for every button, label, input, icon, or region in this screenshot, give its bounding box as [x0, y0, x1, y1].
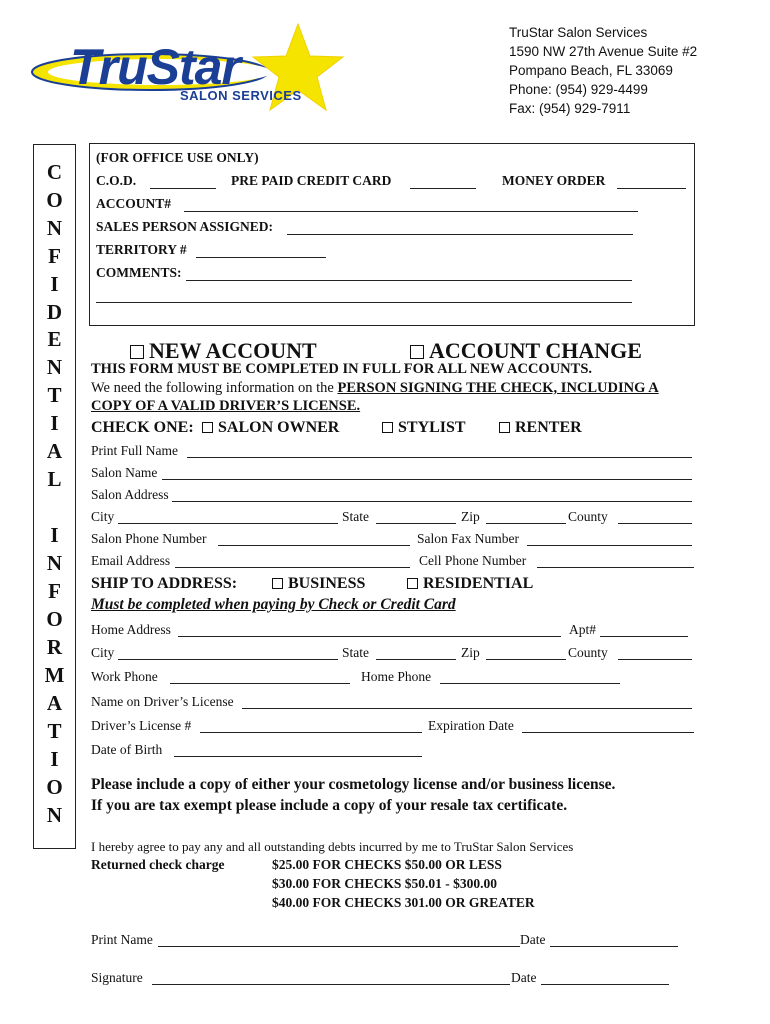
sales-person-label: SALES PERSON ASSIGNED:: [96, 219, 274, 234]
sidebar-letter: R: [46, 635, 63, 659]
salon-address-label: Salon Address: [91, 487, 169, 502]
sidebar-letter: T: [47, 383, 62, 407]
ship-business-label: BUSINESS: [288, 575, 366, 592]
confidential-sidebar: [33, 144, 76, 849]
license-number-label: Driver’s License #: [91, 718, 192, 733]
sidebar-letter: O: [46, 607, 63, 631]
ship-to-label: SHIP TO ADDRESS:: [91, 575, 238, 592]
expiration-label: Expiration Date: [428, 718, 514, 733]
sidebar-letter: D: [46, 300, 63, 324]
print-name-line[interactable]: [158, 946, 520, 947]
charge-line-1: $25.00 FOR CHECKS $50.00 OR LESS: [272, 857, 502, 872]
home-address-label: Home Address: [91, 622, 171, 637]
company-name: TruStar Salon Services: [509, 25, 648, 40]
office-use-box: [89, 143, 695, 326]
comments-line-2[interactable]: [96, 302, 632, 303]
renter-label: RENTER: [515, 419, 582, 436]
sales-person-line[interactable]: [287, 234, 633, 235]
salon-phone-label: Salon Phone Number: [91, 531, 207, 546]
email-label: Email Address: [91, 553, 171, 568]
expiration-line[interactable]: [522, 732, 694, 733]
salon-county-line[interactable]: [618, 523, 692, 524]
home-phone-label: Home Phone: [361, 669, 432, 684]
salon-owner-checkbox[interactable]: [202, 422, 213, 433]
home-address-line[interactable]: [178, 636, 561, 637]
signature-date-line[interactable]: [541, 984, 669, 985]
ship-business-option[interactable]: [272, 575, 365, 593]
notice-line-2-underlined: PERSON SIGNING THE CHECK, INCLUDING A: [337, 380, 659, 396]
salon-county-label: County: [568, 509, 608, 524]
signature-date-label: Date: [511, 970, 537, 985]
account-line[interactable]: [184, 211, 638, 212]
signature-label: Signature: [91, 970, 143, 985]
new-account-checkbox[interactable]: [130, 345, 144, 359]
license-number-line[interactable]: [200, 732, 422, 733]
stylist-option[interactable]: [382, 419, 466, 437]
print-name-label: Print Name: [91, 932, 153, 947]
salon-owner-label: SALON OWNER: [218, 419, 340, 436]
sidebar-letter: N: [46, 551, 63, 575]
renter-checkbox[interactable]: [499, 422, 510, 433]
signature-line[interactable]: [152, 984, 510, 985]
home-city-label: City: [91, 645, 115, 660]
cod-label: C.O.D.: [96, 173, 137, 188]
home-county-line[interactable]: [618, 659, 692, 660]
salon-zip-label: Zip: [461, 509, 480, 524]
sidebar-letter: M: [44, 663, 65, 687]
account-change-label: ACCOUNT CHANGE: [429, 338, 642, 363]
comments-line-1[interactable]: [186, 280, 632, 281]
sidebar-letter: A: [46, 439, 63, 463]
sidebar-letter: I: [50, 747, 59, 771]
salon-phone-line[interactable]: [218, 545, 410, 546]
stylist-checkbox[interactable]: [382, 422, 393, 433]
salon-zip-line[interactable]: [486, 523, 566, 524]
license-note-line-2: If you are tax exempt please include a copy of your resale tax certificate.: [91, 797, 568, 814]
check-one-label: CHECK ONE:: [91, 419, 194, 436]
name-on-license-label: Name on Driver’s License: [91, 694, 234, 709]
sidebar-letter: F: [48, 244, 61, 268]
license-note-line-1: Please include a copy of either your cosmetology license and/or business license.: [91, 776, 616, 793]
company-city: Pompano Beach, FL 33069: [509, 63, 673, 78]
returned-check-label: Returned check charge: [91, 857, 225, 872]
cell-phone-line[interactable]: [537, 567, 694, 568]
company-fax: Fax: (954) 929-7911: [509, 101, 631, 116]
account-change-checkbox[interactable]: [410, 345, 424, 359]
salon-address-line[interactable]: [172, 501, 692, 502]
print-full-name-line[interactable]: [187, 457, 692, 458]
salon-name-line[interactable]: [162, 479, 692, 480]
account-label: ACCOUNT#: [96, 196, 172, 211]
print-full-name-label: Print Full Name: [91, 443, 178, 458]
sidebar-letter: O: [46, 775, 63, 799]
logo-subtitle: SALON SERVICES: [180, 88, 302, 103]
sidebar-letter: L: [47, 467, 62, 491]
sidebar-letter: E: [47, 327, 62, 351]
ship-business-checkbox[interactable]: [272, 578, 283, 589]
sidebar-letter: I: [50, 411, 59, 435]
work-phone-line[interactable]: [170, 683, 350, 684]
prepaid-label: PRE PAID CREDIT CARD: [231, 173, 392, 188]
territory-label: TERRITORY #: [96, 242, 187, 257]
territory-line[interactable]: [196, 257, 326, 258]
name-on-license-line[interactable]: [242, 708, 692, 709]
charge-line-2: $30.00 FOR CHECKS $50.01 - $300.00: [272, 876, 498, 891]
ship-note: Must be completed when paying by Check or Credit Card: [91, 596, 456, 613]
home-zip-label: Zip: [461, 645, 480, 660]
office-header: (FOR OFFICE USE ONLY): [96, 150, 259, 165]
company-phone: Phone: (954) 929-4499: [509, 82, 648, 97]
money-order-line[interactable]: [617, 188, 686, 189]
print-date-label: Date: [520, 932, 546, 947]
home-state-label: State: [342, 645, 369, 660]
sidebar-letter: N: [46, 216, 63, 240]
agreement-text: I hereby agree to pay any and all outstanding debts incurred by me to TruStar Salon Services: [91, 839, 574, 854]
sidebar-letter: I: [50, 272, 59, 296]
dob-label: Date of Birth: [91, 742, 163, 757]
sidebar-letter: T: [47, 719, 62, 743]
sidebar-letter: N: [46, 355, 63, 379]
charge-line-3: $40.00 FOR CHECKS 301.00 OR GREATER: [272, 895, 535, 910]
salon-state-line[interactable]: [376, 523, 456, 524]
notice-line-2-prefix: We need the following information on the: [91, 380, 338, 396]
home-county-label: County: [568, 645, 608, 660]
home-phone-line[interactable]: [440, 683, 620, 684]
ship-residential-label: RESIDENTIAL: [423, 575, 534, 592]
comments-label: COMMENTS:: [96, 265, 182, 280]
salon-fax-line[interactable]: [527, 545, 692, 546]
sidebar-letter: F: [48, 579, 61, 603]
home-city-line[interactable]: [118, 659, 338, 660]
apt-line[interactable]: [600, 636, 688, 637]
dob-line[interactable]: [174, 756, 422, 757]
notice-line-2: [91, 380, 659, 397]
salon-name-label: Salon Name: [91, 465, 158, 480]
salon-city-line[interactable]: [118, 523, 338, 524]
sidebar-letter: C: [46, 160, 63, 184]
company-address: [509, 23, 697, 118]
ship-residential-checkbox[interactable]: [407, 578, 418, 589]
salon-city-label: City: [91, 509, 115, 524]
sidebar-letter: I: [50, 523, 59, 547]
home-state-line[interactable]: [376, 659, 456, 660]
cell-phone-label: Cell Phone Number: [419, 553, 527, 568]
new-account-label: NEW ACCOUNT: [149, 338, 317, 363]
apt-label: Apt#: [569, 622, 596, 637]
salon-fax-label: Salon Fax Number: [417, 531, 519, 546]
renter-option[interactable]: [499, 419, 582, 437]
notice-line-1: THIS FORM MUST BE COMPLETED IN FULL FOR ALL NEW ACCOUNTS.: [91, 361, 593, 377]
work-phone-label: Work Phone: [91, 669, 158, 684]
sidebar-letter: A: [46, 691, 63, 715]
salon-owner-option[interactable]: [202, 419, 339, 437]
sidebar-letter: N: [46, 803, 63, 827]
stylist-label: STYLIST: [398, 419, 466, 436]
money-order-label: MONEY ORDER: [502, 173, 606, 188]
salon-state-label: State: [342, 509, 369, 524]
logo-wordmark: TruStar: [70, 39, 240, 95]
print-date-line[interactable]: [550, 946, 678, 947]
company-logo: [30, 20, 350, 115]
ship-residential-option[interactable]: [407, 575, 533, 593]
prepaid-line[interactable]: [410, 188, 476, 189]
notice-line-3: COPY OF A VALID DRIVER’S LICENSE.: [91, 398, 361, 414]
cod-line[interactable]: [150, 188, 216, 189]
sidebar-letter: O: [46, 188, 63, 212]
email-line[interactable]: [175, 567, 410, 568]
company-street: 1590 NW 27th Avenue Suite #2: [509, 44, 698, 59]
home-zip-line[interactable]: [486, 659, 566, 660]
